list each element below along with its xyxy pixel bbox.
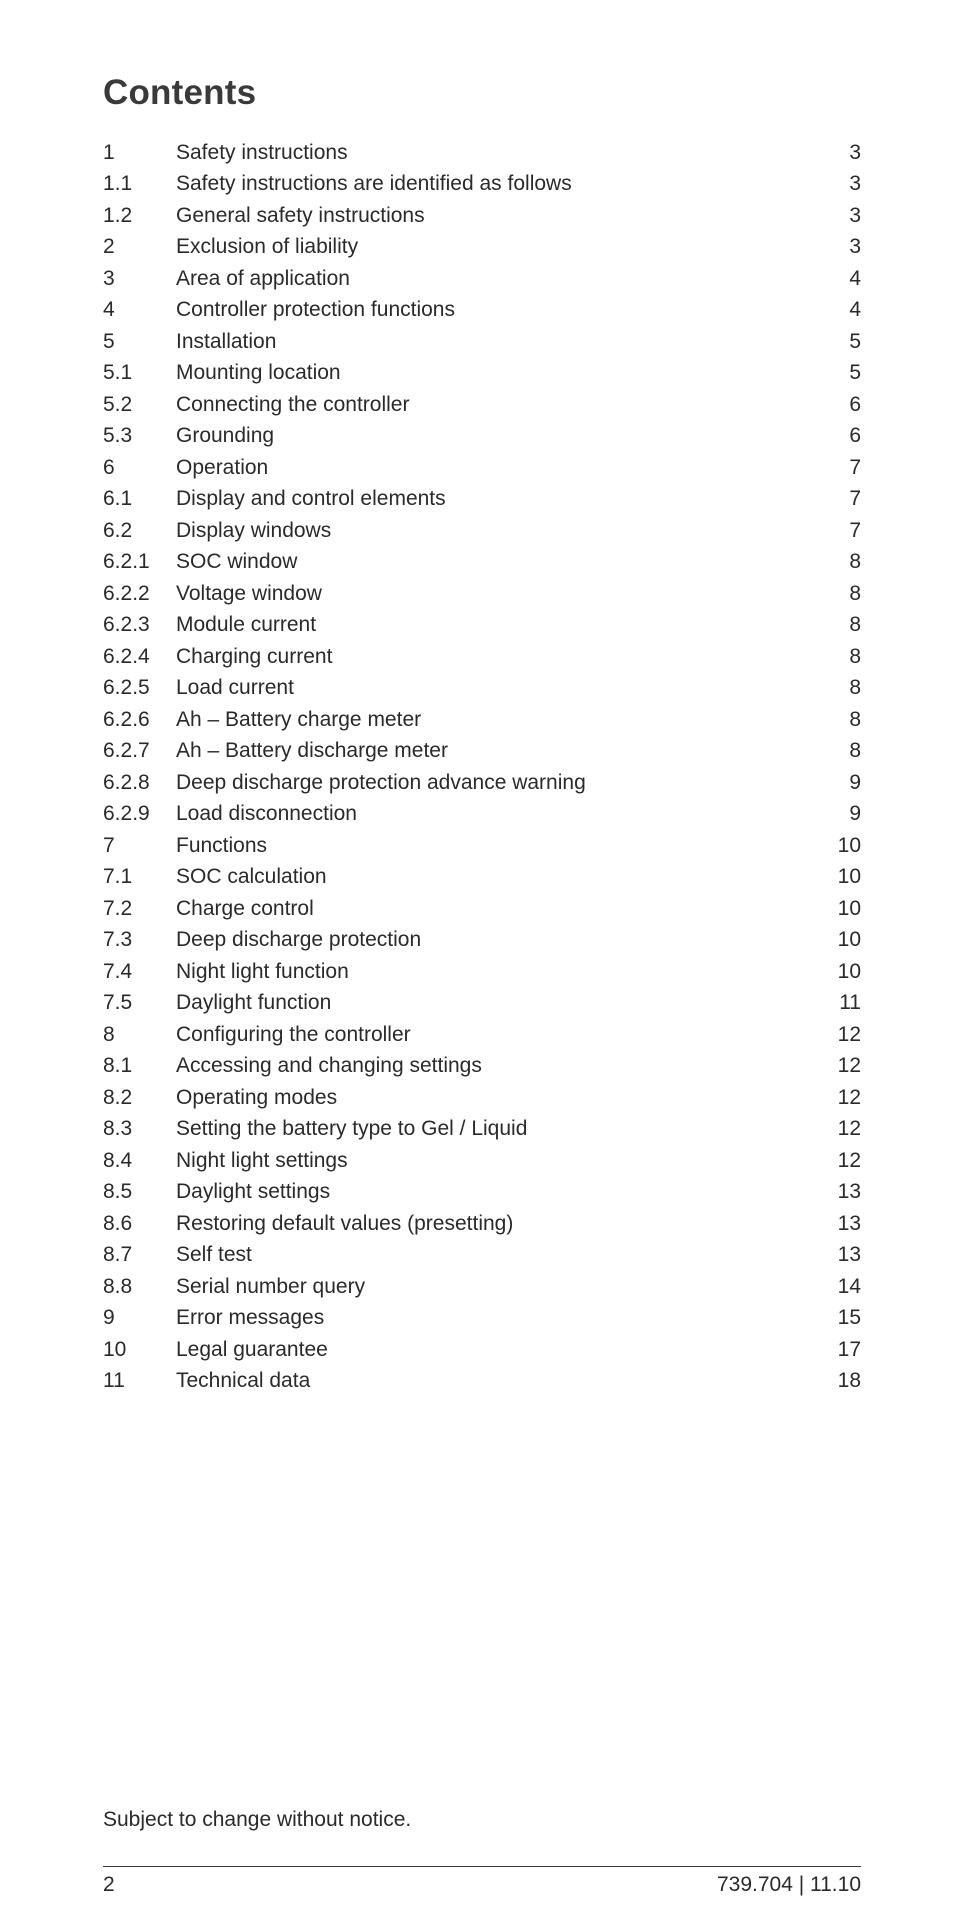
toc-entry-page: 8: [849, 707, 861, 731]
toc-entry-page: 9: [849, 770, 861, 794]
toc-entry: [103, 389, 861, 421]
toc-entry-title: Self test: [176, 1243, 252, 1267]
toc-entry: [103, 263, 861, 295]
toc-entry-title: Grounding: [176, 424, 275, 448]
toc-entry-page: 7: [849, 487, 861, 511]
toc-entry-title: Error messages: [176, 1306, 325, 1330]
toc-entry-page: 10: [837, 896, 861, 920]
toc-entry: [103, 956, 861, 988]
toc-entry-title: Safety instructions are identified as follows: [176, 172, 572, 196]
toc-entry: [103, 484, 861, 516]
toc-entry-title: Accessing and changing settings: [176, 1054, 482, 1078]
toc-entry-number: 1.2: [103, 203, 133, 227]
toc-entry-title: Area of application: [176, 266, 350, 290]
toc-entry-title: Setting the battery type to Gel / Liquid: [176, 1117, 528, 1141]
toc-entry: [103, 1271, 861, 1303]
toc-entry-title: Installation: [176, 329, 277, 353]
toc-entry-page: 4: [849, 266, 861, 290]
toc-entry-number: 5.2: [103, 392, 133, 416]
toc-entry: [103, 862, 861, 894]
toc-entry-title: Ah – Battery charge meter: [176, 707, 422, 731]
toc-entry-title: Mounting location: [176, 361, 341, 385]
toc-entry: [103, 1334, 861, 1366]
toc-entry: [103, 988, 861, 1020]
toc-entry-number: 3: [103, 266, 115, 290]
toc-entry-page: 18: [837, 1369, 861, 1393]
toc-entry-number: 6.2.2: [103, 581, 150, 605]
toc-entry: [103, 704, 861, 736]
toc-entry-page: 7: [849, 455, 861, 479]
toc-entry-page: 10: [837, 833, 861, 857]
toc-entry-title: Module current: [176, 613, 317, 637]
toc-entry: [103, 1177, 861, 1209]
toc-entry-number: 6.2.3: [103, 613, 150, 637]
toc-entry-number: 2: [103, 235, 115, 259]
toc-entry: [103, 1082, 861, 1114]
toc-entry-number: 6.2.5: [103, 676, 150, 700]
toc-entry-number: 1: [103, 140, 115, 164]
toc-entry-page: 8: [849, 644, 861, 668]
toc-entry: [103, 736, 861, 768]
toc-entry-title: Charging current: [176, 644, 333, 668]
toc-entry-title: Exclusion of liability: [176, 235, 359, 259]
toc-entry-page: 5: [849, 329, 861, 353]
toc-entry: [103, 515, 861, 547]
toc-entry-number: 8.7: [103, 1243, 133, 1267]
toc-entry-number: 8.5: [103, 1180, 133, 1204]
toc-entry-page: 5: [849, 361, 861, 385]
toc-entry: [103, 1303, 861, 1335]
toc-entry-number: 6.2.4: [103, 644, 150, 668]
toc-entry-page: 9: [849, 802, 861, 826]
toc-entry-number: 5.1: [103, 361, 133, 385]
toc-entry-number: 7.5: [103, 991, 133, 1015]
toc-entry-number: 10: [103, 1337, 127, 1361]
page-title: Contents: [103, 73, 257, 112]
toc-entry-title: Daylight settings: [176, 1180, 331, 1204]
toc-entry-page: 11: [839, 991, 861, 1015]
table-of-contents: [103, 137, 861, 1397]
toc-entry-title: Deep discharge protection: [176, 928, 422, 952]
toc-entry-title: Voltage window: [176, 581, 322, 605]
toc-entry-title: SOC calculation: [176, 865, 327, 889]
toc-entry-title: Load disconnection: [176, 802, 357, 826]
toc-entry-number: 1.1: [103, 172, 133, 196]
toc-entry-title: Safety instructions: [176, 140, 348, 164]
toc-entry-title: General safety instructions: [176, 203, 425, 227]
toc-entry-number: 7.2: [103, 896, 133, 920]
toc-entry-title: Daylight function: [176, 991, 332, 1015]
toc-entry: [103, 830, 861, 862]
change-notice: Subject to change without notice.: [103, 1808, 412, 1831]
toc-entry-title: Display and control elements: [176, 487, 446, 511]
toc-entry: [103, 295, 861, 327]
toc-entry-page: 8: [849, 676, 861, 700]
toc-entry-number: 6.2.8: [103, 770, 150, 794]
toc-entry-number: 6.2: [103, 518, 133, 542]
toc-entry-page: 7: [849, 518, 861, 542]
toc-entry-title: Functions: [176, 833, 268, 857]
toc-entry-title: Connecting the controller: [176, 392, 410, 416]
toc-entry-number: 7.3: [103, 928, 133, 952]
toc-entry-title: Display windows: [176, 518, 332, 542]
toc-entry-number: 5: [103, 329, 115, 353]
toc-entry-title: Serial number query: [176, 1274, 366, 1298]
toc-entry-number: 6.2.7: [103, 739, 150, 763]
footer-document-reference: 739.704 | 11.10: [716, 1873, 861, 1896]
toc-entry-title: Operation: [176, 455, 269, 479]
toc-entry-page: 8: [849, 581, 861, 605]
toc-entry-title: Legal guarantee: [176, 1337, 328, 1361]
toc-entry: [103, 1240, 861, 1272]
toc-entry-page: 6: [849, 424, 861, 448]
toc-entry-number: 9: [103, 1306, 115, 1330]
toc-entry: [103, 1114, 861, 1146]
toc-entry: [103, 169, 861, 201]
toc-entry-number: 8.8: [103, 1274, 133, 1298]
toc-entry-page: 3: [849, 140, 861, 164]
toc-entry: [103, 578, 861, 610]
toc-entry-number: 6.1: [103, 487, 133, 511]
toc-entry-number: 7.1: [103, 865, 133, 889]
toc-entry-title: Controller protection functions: [176, 298, 455, 322]
toc-entry: [103, 925, 861, 957]
toc-entry-number: 8: [103, 1022, 115, 1046]
toc-entry-number: 6: [103, 455, 115, 479]
toc-entry: [103, 547, 861, 579]
toc-entry-title: Technical data: [176, 1369, 311, 1393]
toc-entry-number: 8.6: [103, 1211, 133, 1235]
toc-entry: [103, 641, 861, 673]
toc-entry: [103, 799, 861, 831]
toc-entry: [103, 232, 861, 264]
toc-entry-page: 12: [837, 1022, 861, 1046]
toc-entry-title: SOC window: [176, 550, 298, 574]
toc-entry-page: 6: [849, 392, 861, 416]
toc-entry: [103, 1366, 861, 1398]
toc-entry: [103, 1019, 861, 1051]
toc-entry-page: 8: [849, 613, 861, 637]
toc-entry-page: 4: [849, 298, 861, 322]
toc-entry: [103, 1145, 861, 1177]
toc-entry-page: 12: [837, 1085, 861, 1109]
toc-entry: [103, 673, 861, 705]
footer-divider: [103, 1866, 861, 1867]
toc-entry-page: 3: [849, 172, 861, 196]
toc-entry-title: Night light settings: [176, 1148, 348, 1172]
toc-entry-number: 7: [103, 833, 115, 857]
toc-entry-number: 6.2.1: [103, 550, 150, 574]
toc-entry: [103, 452, 861, 484]
toc-entry: [103, 326, 861, 358]
toc-entry-number: 5.3: [103, 424, 133, 448]
toc-entry-number: 4: [103, 298, 115, 322]
toc-entry-title: Ah – Battery discharge meter: [176, 739, 448, 763]
toc-entry-title: Deep discharge protection advance warning: [176, 770, 586, 794]
footer-page-number: 2: [103, 1873, 115, 1896]
toc-entry: [103, 1208, 861, 1240]
toc-entry: [103, 358, 861, 390]
toc-entry-page: 8: [849, 550, 861, 574]
toc-entry: [103, 767, 861, 799]
toc-entry-number: 8.1: [103, 1054, 133, 1078]
toc-entry-page: 12: [837, 1117, 861, 1141]
toc-entry: [103, 893, 861, 925]
toc-entry-number: 6.2.9: [103, 802, 150, 826]
toc-entry-page: 14: [837, 1274, 861, 1298]
toc-entry-title: Configuring the controller: [176, 1022, 411, 1046]
toc-entry: [103, 1051, 861, 1083]
toc-entry-page: 13: [837, 1211, 861, 1235]
toc-entry-page: 12: [837, 1054, 861, 1078]
toc-entry: [103, 137, 861, 169]
toc-entry-page: 8: [849, 739, 861, 763]
toc-entry-number: 6.2.6: [103, 707, 150, 731]
toc-entry-page: 13: [837, 1243, 861, 1267]
toc-entry-page: 12: [837, 1148, 861, 1172]
toc-entry-title: Load current: [176, 676, 294, 700]
toc-entry-number: 8.3: [103, 1117, 133, 1141]
toc-entry-title: Charge control: [176, 896, 314, 920]
toc-entry-title: Operating modes: [176, 1085, 338, 1109]
toc-entry-page: 3: [849, 203, 861, 227]
toc-entry-page: 10: [837, 959, 861, 983]
toc-entry-page: 3: [849, 235, 861, 259]
toc-entry-page: 13: [837, 1180, 861, 1204]
toc-entry-number: 8.2: [103, 1085, 133, 1109]
toc-entry: [103, 421, 861, 453]
toc-entry-page: 15: [837, 1306, 861, 1330]
toc-entry: [103, 200, 861, 232]
toc-entry-page: 17: [837, 1337, 861, 1361]
toc-entry-number: 11: [103, 1369, 125, 1393]
toc-entry: [103, 610, 861, 642]
toc-entry-title: Restoring default values (presetting): [176, 1211, 514, 1235]
toc-entry-page: 10: [837, 928, 861, 952]
toc-entry-title: Night light function: [176, 959, 349, 983]
toc-entry-number: 7.4: [103, 959, 133, 983]
toc-entry-page: 10: [837, 865, 861, 889]
toc-entry-number: 8.4: [103, 1148, 133, 1172]
